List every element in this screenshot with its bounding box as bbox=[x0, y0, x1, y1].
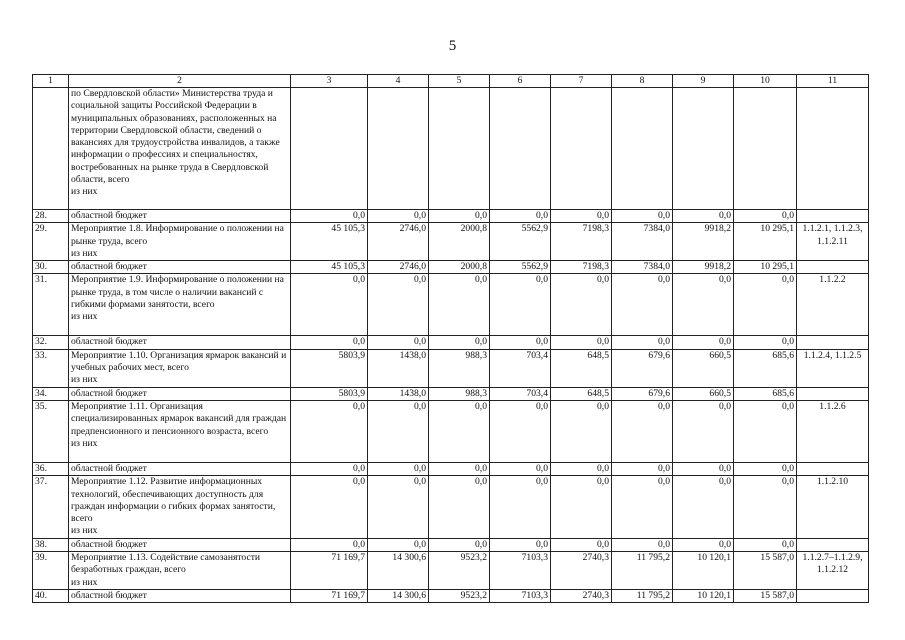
value-cell: 679,6 bbox=[612, 387, 673, 400]
value-cell: 0,0 bbox=[490, 274, 551, 336]
value-cell: 0,0 bbox=[551, 400, 612, 462]
row-number-cell: 32. bbox=[33, 336, 69, 349]
value-cell: 1438,0 bbox=[368, 349, 429, 387]
value-cell: 0,0 bbox=[612, 336, 673, 349]
row-number-cell: 35. bbox=[33, 400, 69, 462]
value-cell: 0,0 bbox=[673, 538, 734, 551]
value-cell: 0,0 bbox=[291, 538, 368, 551]
value-cell: 0,0 bbox=[368, 476, 429, 538]
row-number-cell: 37. bbox=[33, 476, 69, 538]
value-cell: 703,4 bbox=[490, 349, 551, 387]
table-row bbox=[33, 552, 869, 590]
value-cell bbox=[429, 88, 490, 210]
value-cell: 2000,8 bbox=[429, 261, 490, 274]
description-cell: областной бюджет bbox=[69, 336, 291, 349]
value-cell: 0,0 bbox=[551, 476, 612, 538]
table-row bbox=[33, 274, 869, 336]
value-cell: 7103,3 bbox=[490, 589, 551, 602]
table-row bbox=[33, 400, 869, 462]
value-cell: 0,0 bbox=[368, 210, 429, 223]
value-cell: 0,0 bbox=[673, 274, 734, 336]
target-indicator-cell bbox=[797, 336, 869, 349]
target-indicator-cell bbox=[797, 210, 869, 223]
value-cell bbox=[612, 88, 673, 210]
description-cell: Мероприятие 1.11. Организация специализированных ярмарок вакансий для граждан предпенсионного и пенсионного возраста, всего из них bbox=[69, 400, 291, 462]
column-header: 1 bbox=[33, 75, 69, 88]
value-cell: 0,0 bbox=[673, 400, 734, 462]
table-row bbox=[33, 538, 869, 551]
value-cell: 1438,0 bbox=[368, 387, 429, 400]
value-cell: 2746,0 bbox=[368, 261, 429, 274]
row-number-cell: 29. bbox=[33, 223, 69, 261]
column-header: 2 bbox=[69, 75, 291, 88]
value-cell: 0,0 bbox=[734, 462, 797, 475]
value-cell: 685,6 bbox=[734, 387, 797, 400]
value-cell: 7103,3 bbox=[490, 552, 551, 590]
value-cell: 11 795,2 bbox=[612, 589, 673, 602]
value-cell: 45 105,3 bbox=[291, 223, 368, 261]
value-cell: 0,0 bbox=[490, 538, 551, 551]
value-cell: 0,0 bbox=[368, 400, 429, 462]
row-number-cell: 28. bbox=[33, 210, 69, 223]
value-cell: 14 300,6 bbox=[368, 589, 429, 602]
table-row bbox=[33, 387, 869, 400]
value-cell: 7198,3 bbox=[551, 223, 612, 261]
value-cell: 660,5 bbox=[673, 349, 734, 387]
value-cell: 10 120,1 bbox=[673, 589, 734, 602]
value-cell: 0,0 bbox=[673, 462, 734, 475]
value-cell: 2740,3 bbox=[551, 552, 612, 590]
description-cell: областной бюджет bbox=[69, 538, 291, 551]
description-cell: областной бюджет bbox=[69, 462, 291, 475]
value-cell: 703,4 bbox=[490, 387, 551, 400]
row-number-cell: 31. bbox=[33, 274, 69, 336]
value-cell: 10 295,1 bbox=[734, 223, 797, 261]
description-cell: областной бюджет bbox=[69, 589, 291, 602]
value-cell: 9523,2 bbox=[429, 589, 490, 602]
value-cell: 0,0 bbox=[368, 462, 429, 475]
value-cell: 71 169,7 bbox=[291, 552, 368, 590]
target-indicator-cell bbox=[797, 589, 869, 602]
value-cell bbox=[734, 88, 797, 210]
table-body bbox=[33, 75, 869, 603]
value-cell: 0,0 bbox=[368, 336, 429, 349]
value-cell: 0,0 bbox=[291, 210, 368, 223]
value-cell: 0,0 bbox=[291, 336, 368, 349]
column-header: 9 bbox=[673, 75, 734, 88]
row-number-cell: 34. bbox=[33, 387, 69, 400]
value-cell: 0,0 bbox=[429, 210, 490, 223]
value-cell: 0,0 bbox=[291, 400, 368, 462]
page-number: 5 bbox=[448, 38, 457, 54]
value-cell: 0,0 bbox=[490, 210, 551, 223]
target-indicator-cell bbox=[797, 387, 869, 400]
column-header: 11 bbox=[797, 75, 869, 88]
value-cell: 685,6 bbox=[734, 349, 797, 387]
column-number-row bbox=[33, 75, 869, 88]
table-row bbox=[33, 589, 869, 602]
value-cell: 5803,9 bbox=[291, 387, 368, 400]
value-cell: 0,0 bbox=[429, 538, 490, 551]
description-cell: областной бюджет bbox=[69, 210, 291, 223]
value-cell: 660,5 bbox=[673, 387, 734, 400]
value-cell: 0,0 bbox=[734, 274, 797, 336]
target-indicator-cell bbox=[797, 538, 869, 551]
target-indicator-cell bbox=[797, 261, 869, 274]
value-cell: 0,0 bbox=[429, 336, 490, 349]
description-cell: Мероприятие 1.8. Информирование о положении на рынке труда, всего из них bbox=[69, 223, 291, 261]
column-header: 5 bbox=[429, 75, 490, 88]
target-indicator-cell: 1.1.2.7–1.1.2.9, 1.1.2.12 bbox=[797, 552, 869, 590]
budget-table bbox=[32, 74, 869, 603]
value-cell: 0,0 bbox=[734, 476, 797, 538]
description-cell: Мероприятие 1.9. Информирование о положении на рынке труда, в том числе о наличии вакансий с гибкими формами занятости, всего из них bbox=[69, 274, 291, 336]
description-cell: по Свердловской области» Министерства труда и социальной защиты Российской Федерации в муниципальных образованиях, расположенных на территории Свердловской области, сведений о вакансиях для трудоустройства инвалидов, а также информации о профессиях и специальностях, востребованных на рынке труда в Свердловской области, всего из них bbox=[69, 88, 291, 210]
value-cell: 2000,8 bbox=[429, 223, 490, 261]
column-header: 4 bbox=[368, 75, 429, 88]
value-cell: 0,0 bbox=[612, 400, 673, 462]
target-indicator-cell: 1.1.2.6 bbox=[797, 400, 869, 462]
value-cell: 0,0 bbox=[368, 538, 429, 551]
value-cell: 0,0 bbox=[490, 336, 551, 349]
value-cell: 0,0 bbox=[734, 336, 797, 349]
value-cell: 0,0 bbox=[734, 400, 797, 462]
value-cell: 2740,3 bbox=[551, 589, 612, 602]
value-cell bbox=[673, 88, 734, 210]
value-cell: 0,0 bbox=[612, 274, 673, 336]
value-cell: 0,0 bbox=[291, 462, 368, 475]
value-cell: 0,0 bbox=[291, 476, 368, 538]
value-cell: 0,0 bbox=[673, 210, 734, 223]
value-cell: 679,6 bbox=[612, 349, 673, 387]
value-cell: 0,0 bbox=[551, 538, 612, 551]
value-cell: 0,0 bbox=[490, 400, 551, 462]
table-row bbox=[33, 462, 869, 475]
value-cell: 5562,9 bbox=[490, 261, 551, 274]
value-cell: 0,0 bbox=[490, 462, 551, 475]
row-number-cell: 40. bbox=[33, 589, 69, 602]
value-cell: 10 120,1 bbox=[673, 552, 734, 590]
description-cell: областной бюджет bbox=[69, 387, 291, 400]
value-cell bbox=[368, 88, 429, 210]
value-cell: 0,0 bbox=[551, 210, 612, 223]
value-cell: 7384,0 bbox=[612, 261, 673, 274]
value-cell: 0,0 bbox=[429, 476, 490, 538]
target-indicator-cell: 1.1.2.1, 1.1.2.3, 1.1.2.11 bbox=[797, 223, 869, 261]
value-cell: 0,0 bbox=[429, 462, 490, 475]
value-cell: 0,0 bbox=[291, 274, 368, 336]
target-indicator-cell: 1.1.2.10 bbox=[797, 476, 869, 538]
value-cell: 14 300,6 bbox=[368, 552, 429, 590]
value-cell: 0,0 bbox=[673, 336, 734, 349]
value-cell: 15 587,0 bbox=[734, 552, 797, 590]
description-cell: Мероприятие 1.10. Организация ярмарок вакансий и учебных рабочих мест, всего из них bbox=[69, 349, 291, 387]
table-row bbox=[33, 210, 869, 223]
target-indicator-cell: 1.1.2.2 bbox=[797, 274, 869, 336]
row-number-cell: 33. bbox=[33, 349, 69, 387]
value-cell: 7198,3 bbox=[551, 261, 612, 274]
value-cell: 5562,9 bbox=[490, 223, 551, 261]
value-cell: 0,0 bbox=[612, 476, 673, 538]
table-row bbox=[33, 476, 869, 538]
row-number-cell: 39. bbox=[33, 552, 69, 590]
value-cell: 15 587,0 bbox=[734, 589, 797, 602]
target-indicator-cell: 1.1.2.4, 1.1.2.5 bbox=[797, 349, 869, 387]
column-header: 7 bbox=[551, 75, 612, 88]
value-cell bbox=[551, 88, 612, 210]
value-cell bbox=[291, 88, 368, 210]
target-indicator-cell bbox=[797, 462, 869, 475]
value-cell: 0,0 bbox=[368, 274, 429, 336]
value-cell: 9918,2 bbox=[673, 261, 734, 274]
value-cell: 9523,2 bbox=[429, 552, 490, 590]
value-cell: 0,0 bbox=[429, 274, 490, 336]
column-header: 8 bbox=[612, 75, 673, 88]
target-indicator-cell bbox=[797, 88, 869, 210]
row-number-cell: 30. bbox=[33, 261, 69, 274]
value-cell: 2746,0 bbox=[368, 223, 429, 261]
value-cell: 7384,0 bbox=[612, 223, 673, 261]
value-cell: 0,0 bbox=[612, 538, 673, 551]
table-row bbox=[33, 336, 869, 349]
table-row bbox=[33, 223, 869, 261]
table-row bbox=[33, 261, 869, 274]
value-cell: 45 105,3 bbox=[291, 261, 368, 274]
value-cell: 988,3 bbox=[429, 349, 490, 387]
description-cell: областной бюджет bbox=[69, 261, 291, 274]
row-number-cell: 36. bbox=[33, 462, 69, 475]
value-cell: 0,0 bbox=[612, 462, 673, 475]
description-cell: Мероприятие 1.12. Развитие информационных технологий, обеспечивающих доступность для граждан информации о гибких формах занятости, всего из них bbox=[69, 476, 291, 538]
row-number-cell: 38. bbox=[33, 538, 69, 551]
value-cell: 11 795,2 bbox=[612, 552, 673, 590]
row-number-cell bbox=[33, 88, 69, 210]
value-cell: 9918,2 bbox=[673, 223, 734, 261]
column-header: 6 bbox=[490, 75, 551, 88]
value-cell bbox=[490, 88, 551, 210]
value-cell: 0,0 bbox=[551, 462, 612, 475]
value-cell: 648,5 bbox=[551, 349, 612, 387]
value-cell: 0,0 bbox=[490, 476, 551, 538]
value-cell: 10 295,1 bbox=[734, 261, 797, 274]
value-cell: 0,0 bbox=[673, 476, 734, 538]
value-cell: 0,0 bbox=[734, 210, 797, 223]
column-header: 3 bbox=[291, 75, 368, 88]
value-cell: 0,0 bbox=[551, 274, 612, 336]
value-cell: 988,3 bbox=[429, 387, 490, 400]
value-cell: 71 169,7 bbox=[291, 589, 368, 602]
value-cell: 648,5 bbox=[551, 387, 612, 400]
value-cell: 0,0 bbox=[551, 336, 612, 349]
value-cell: 5803,9 bbox=[291, 349, 368, 387]
value-cell: 0,0 bbox=[429, 400, 490, 462]
description-cell: Мероприятие 1.13. Содействие самозанятости безработных граждан, всего из них bbox=[69, 552, 291, 590]
table-row bbox=[33, 349, 869, 387]
value-cell: 0,0 bbox=[612, 210, 673, 223]
table-row bbox=[33, 88, 869, 210]
column-header: 10 bbox=[734, 75, 797, 88]
value-cell: 0,0 bbox=[734, 538, 797, 551]
